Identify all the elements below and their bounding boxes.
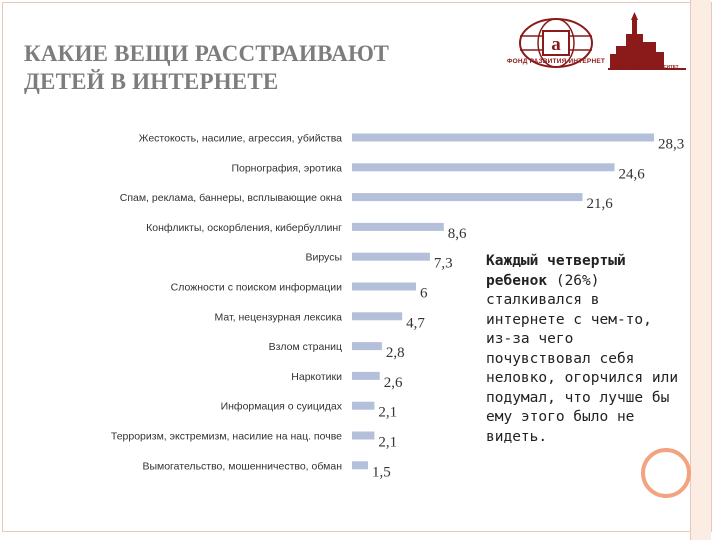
svg-text:а: а <box>551 34 561 55</box>
category-label: Порнография, эротика <box>231 162 342 175</box>
value-label: 24,6 <box>618 166 645 183</box>
category-label: Конфликты, оскорбления, кибербуллинг <box>146 221 342 234</box>
bar <box>352 312 402 320</box>
university-logo-caption: МОСКОВСКИЙ УНИВЕРСИТЕТ <box>611 64 679 69</box>
category-label: Терроризм, экстремизм, насилие на нац. почве <box>110 430 342 443</box>
category-label: Наркотики <box>291 370 342 383</box>
category-label: Вымогательство, мошенничество, обман <box>142 460 342 473</box>
fond-logo-caption: ФОНД РАЗВИТИЯ ИНТЕРНЕТ <box>506 58 606 65</box>
value-label: 2,1 <box>378 404 398 421</box>
category-label: Сложности с поиском информации <box>170 281 342 294</box>
bar <box>352 372 380 380</box>
value-label: 2,1 <box>378 434 398 451</box>
value-label: 6 <box>420 285 428 302</box>
bar <box>352 253 430 261</box>
decorative-circle <box>641 448 691 498</box>
bar <box>352 193 583 201</box>
category-label: Информация о суицидах <box>220 400 342 413</box>
value-label: 1,5 <box>372 464 391 481</box>
value-label: 7,3 <box>433 255 453 272</box>
category-label: Вирусы <box>305 251 342 264</box>
value-label: 2,8 <box>385 345 405 362</box>
category-label: Взлом страниц <box>268 341 342 354</box>
summary-note-bold: Каждый четвертый ребенок <box>486 253 626 289</box>
bar <box>352 342 382 350</box>
bar <box>352 283 416 291</box>
value-label: 28,3 <box>658 136 685 153</box>
bar <box>352 461 368 469</box>
summary-note-text: (26%) сталкивался в интернете с чем-то, из-за чего почувствовал себя неловко, огорчился или подумал, что лучше бы ему этого было не видеть. <box>486 272 679 445</box>
bar <box>352 432 374 440</box>
bar <box>352 134 654 142</box>
value-label: 4,7 <box>406 315 425 332</box>
value-label: 2,6 <box>383 374 403 391</box>
slide-title-line-2: ДЕТЕЙ В ИНТЕРНЕТЕ <box>24 69 279 94</box>
summary-note <box>486 252 686 447</box>
value-label: 21,6 <box>586 196 613 213</box>
category-label: Жестокость, насилие, агрессия, убийства <box>138 132 342 145</box>
category-label: Мат, нецензурная лексика <box>214 311 342 324</box>
value-label: 8,6 <box>447 225 467 242</box>
bar <box>352 402 374 410</box>
slide-title-line-1: КАКИЕ ВЕЩИ РАССТРАИВАЮТ <box>24 41 390 66</box>
bar <box>352 223 444 231</box>
category-label: Спам, реклама, баннеры, всплывающие окна <box>119 192 342 205</box>
bar <box>352 163 615 171</box>
